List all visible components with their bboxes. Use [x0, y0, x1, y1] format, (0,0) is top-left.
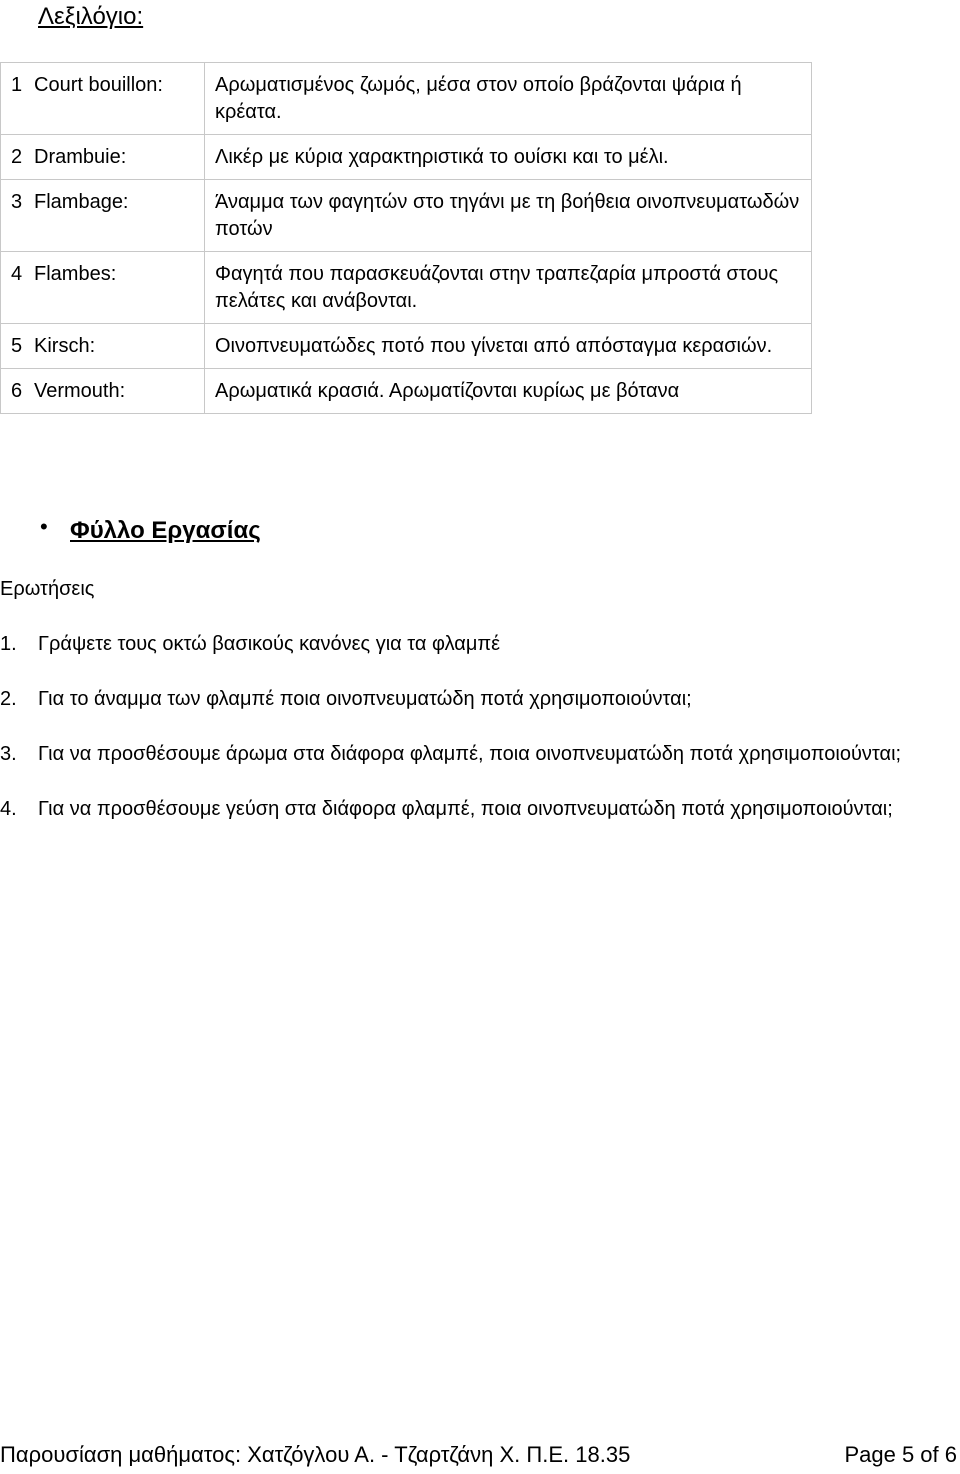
glossary-definition: Λικέρ με κύρια χαρακτηριστικά το ουίσκι και το μέλι. — [205, 135, 812, 180]
table-row — [1, 135, 812, 180]
glossary-term: Kirsch: — [34, 324, 205, 369]
table-row — [1, 63, 812, 135]
glossary-number: 6 — [1, 369, 35, 414]
list-item — [0, 740, 930, 768]
glossary-definition: Αρωματικά κρασιά. Αρωματίζονται κυρίως με βότανα — [205, 369, 812, 414]
bullet-icon: • — [40, 514, 48, 539]
list-item — [0, 630, 930, 658]
table-row — [1, 324, 812, 369]
questions-label: Ερωτήσεις — [0, 578, 95, 600]
glossary-term: Flambes: — [34, 252, 205, 324]
worksheet-title: Φύλλο Εργασίας — [70, 517, 261, 544]
list-item — [0, 685, 930, 713]
glossary-term: Court bouillon: — [34, 63, 205, 135]
question-text: Για το άναμμα των φλαμπέ ποια οινοπνευματώδη ποτά χρησιμοποιούνται; — [38, 688, 692, 710]
glossary-number: 1 — [1, 63, 35, 135]
glossary-definition: Άναμμα των φαγητών στο τηγάνι με τη βοήθεια οινοπνευματωδών ποτών — [205, 180, 812, 252]
question-number: 3. — [0, 743, 17, 765]
question-text: Για να προσθέσουμε άρωμα στα διάφορα φλαμπέ, ποια οινοπνευματώδη ποτά χρησιμοποιούνται; — [38, 743, 902, 765]
table-row — [1, 252, 812, 324]
glossary-title: Λεξιλόγιο: — [38, 3, 144, 30]
glossary-definition: Φαγητά που παρασκευάζονται στην τραπεζαρία μπροστά στους πελάτες και ανάβονται. — [205, 252, 812, 324]
glossary-number: 2 — [1, 135, 35, 180]
questions-list — [0, 630, 930, 850]
glossary-table — [0, 62, 812, 414]
question-number: 4. — [0, 798, 17, 820]
glossary-definition: Αρωματισμένος ζωμός, μέσα στον οποίο βράζονται ψάρια ή κρέατα. — [205, 63, 812, 135]
table-row — [1, 369, 812, 414]
worksheet-heading — [40, 514, 261, 548]
glossary-term: Vermouth: — [34, 369, 205, 414]
glossary-definition: Οινοπνευματώδες ποτό που γίνεται από απόσταγμα κερασιών. — [205, 324, 812, 369]
glossary-number: 5 — [1, 324, 35, 369]
glossary-number: 3 — [1, 180, 35, 252]
question-text: Για να προσθέσουμε γεύση στα διάφορα φλαμπέ, ποια οινοπνευματώδη ποτά χρησιμοποιούνται; — [38, 798, 893, 820]
question-text: Γράψετε τους οκτώ βασικούς κανόνες για τα φλαμπέ — [38, 633, 501, 655]
glossary-term: Drambuie: — [34, 135, 205, 180]
question-number: 2. — [0, 688, 17, 710]
list-item — [0, 795, 930, 823]
footer-presentation: Παρουσίαση μαθήματος: Χατζόγλου Α. - Τζαρτζάνη Χ. Π.Ε. 18.35 — [0, 1442, 631, 1467]
glossary-term: Flambage: — [34, 180, 205, 252]
question-number: 1. — [0, 633, 17, 655]
footer-page-number: Page 5 of 6 — [844, 1442, 957, 1467]
glossary-number: 4 — [1, 252, 35, 324]
table-row — [1, 180, 812, 252]
